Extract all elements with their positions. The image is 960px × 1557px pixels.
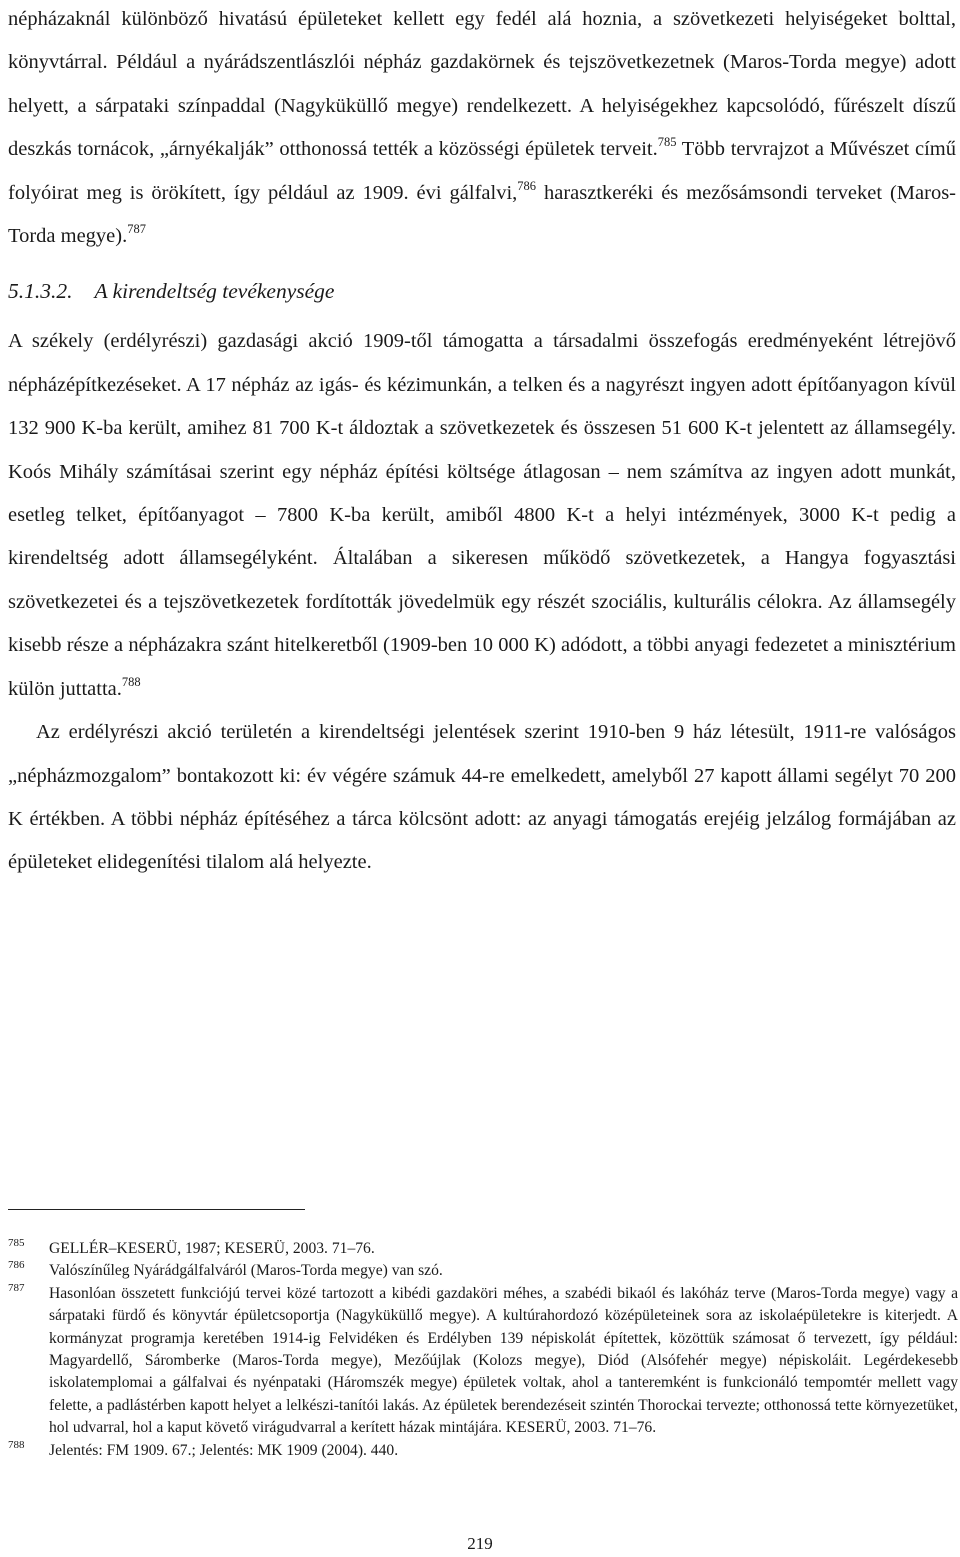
paragraph-intro-text: népházaknál különböző hivatású épületeket kellett egy fedél alá hoznia, a szövetkezeti helyiségeket bolttal, könyvtárral. Például a nyárádszentlászlói népház gazdakörnek és tejszövetkezetnek (Maros-Torda megye) adott helyett, a sárpataki színpaddal (Nagyküküllő megye) rendelkezett. A helyiségekhez kapcsolódó, fűrészelt díszű deszkás tornácok, „árnyékalják” otthonossá tették a közösségi épületek terveit.: [8, 8, 956, 161]
footnotes: [8, 1238, 958, 1462]
footnote-785: [8, 1238, 958, 1260]
main-text-column: [8, 0, 956, 885]
section-heading-number: 5.1.3.2.: [8, 279, 73, 304]
paragraph-intro-text-c: harasztkeréki és mezősámsondi terveket (Maros-Torda megye).: [8, 181, 957, 248]
page-number: 219: [467, 1534, 493, 1553]
footnote-text: Valószínűleg Nyárádgálfalváról (Maros-Torda megye) van szó.: [49, 1262, 443, 1280]
section-heading: [8, 276, 956, 306]
footnote-ref-788[interactable]: 788: [121, 674, 141, 689]
footnote-number: 787: [8, 1281, 25, 1294]
footnote-788: [8, 1440, 958, 1462]
paragraph-funding: [8, 320, 956, 711]
paragraph-movement: Az erdélyrészi akció területén a kirendeltségi jelentések szerint 1910-ben 9 ház létesült, 1911-re valóságos „népházmozgalom” bontakozott ki: év végére számuk 44-re emelkedett, amelyből 27 kapott állami segélyt 70 200 K értékben. A többi népház építéséhez a tárca kölcsönt adott: az anyagi támogatás erejéig jelzálog formájában az épületeket elidegenítési tilalom alá helyezte.: [8, 721, 956, 874]
paragraph-intro: [8, 0, 956, 258]
footnote-separator: [8, 1209, 305, 1210]
footnote-text: Jelentés: FM 1909. 67.; Jelentés: MK 1909 (2004). 440.: [49, 1441, 399, 1459]
footnote-number: 785: [8, 1237, 25, 1249]
section-heading-title: A kirendeltség tevékenysége: [94, 279, 335, 304]
footnote-number: 786: [8, 1259, 25, 1272]
footnote-text: Hasonlóan összetett funkciójú tervei közé tartozott a kibédi gazdaköri méhes, a szabédi bikaól és lakóház terve (Maros-Torda megye) vagy a sárpataki fürdő és könyvtár épületcsoportja (Nagyküküllő megye). A kultúrahordozó középületeinek sora az iskolaépületekre is kiterjedt. A kormányzat programja keretében 1914-ig Felvidéken és Erdélyben 139 népiskolát építettek, közöttük számosat ő tervezett, így például: Magyardellő, Sáromberke (Maros-Torda megye), Mezőújlak (Kolozs megye), Diód (Alsófehér megye) népiskoláit. Legérdekesebb iskolatemplomai a gálfalvai és nyénpataki (Háromszék megye) épületek voltak, ahol a tanteremként is funkcionáló tempomtér mellett vagy felette, a padlástérben kapott helyet a lelkészi-tanítói lakás. Az épületek berendezéseit szintén Thorockai tervezte; otthonossá tette környezetüket, hol udvarral, hol a kaput követő virágudvarral a kerített házak mintájára. KESERÜ, 2003. 71–76.: [49, 1284, 958, 1437]
footnote-787: [8, 1283, 958, 1440]
footnote-ref-785[interactable]: 785: [657, 135, 677, 150]
footnote-ref-786[interactable]: 786: [517, 178, 537, 193]
footnote-786: [8, 1260, 958, 1282]
footnote-text: GELLÉR–KESERÜ, 1987; KESERÜ, 2003. 71–76.: [49, 1240, 375, 1257]
footnote-ref-787[interactable]: 787: [127, 222, 146, 237]
paragraph-funding-text: A székely (erdélyrészi) gazdasági akció 1909-től támogatta a társadalmi összefogás eredményeként létrejövő népházépítkezéseket. A 17 népház az igás- és kézimunkán, a telken és a nagyrészt ingyen adott építőanyagon kívül 132 900 K-ba került, amihez 81 700 K-t áldoztak a szövetkezetek és összesen 51 600 K-t jelentett az államsegély. Koós Mihály számításai szerint egy népház építési költsége átlagosan – nem számítva az ingyen adott munkát, esetleg telket, építőanyagot – 7800 K-ba került, amiből 4800 K-t a helyi intézmények, 3000 K-t pedig a kirendeltség adott államsegélyként. Általában a sikeresen működő szövetkezetek, a Hangya fogyasztási szövetkezetei és a tejszövetkezetek fordították jövedelmük egy részét szociális, kulturális célokra. Az államsegély kisebb része a népházakra szánt hitelkeretből (1909-ben 10 000 K) adódott, a többi anyagi fedezetet a minisztérium külön juttatta.: [8, 330, 956, 700]
paragraph-intro-text-b: Több tervrajzot a Művészet című folyóirat meg is örökített, így például az 1909. évi gálfalvi,: [8, 138, 956, 204]
footnote-number: 788: [8, 1438, 25, 1451]
